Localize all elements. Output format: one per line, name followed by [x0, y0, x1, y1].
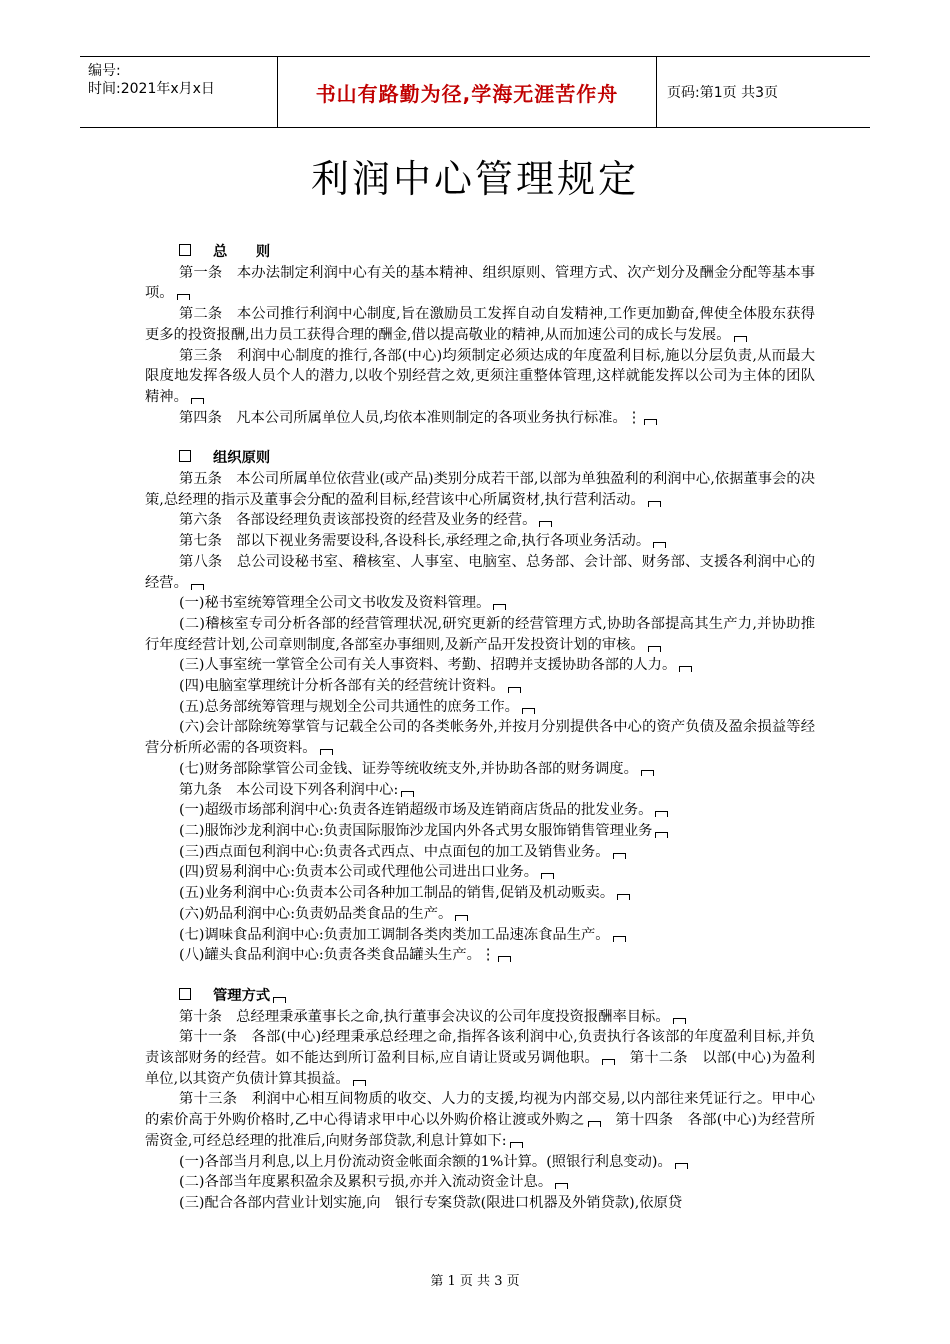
return-mark-icon — [655, 811, 668, 817]
list-item: (七)调味食品利润中心:负责加工调制各类肉类加工品速冻食品生产。 — [145, 925, 815, 946]
return-mark-icon — [641, 770, 654, 776]
return-mark-icon — [734, 336, 747, 342]
return-mark-icon — [602, 1059, 615, 1065]
article-paragraph: 第九条 本公司设下列各利润中心: — [145, 780, 815, 801]
document-body — [145, 242, 815, 1214]
return-mark-icon — [455, 915, 468, 921]
list-item: (六)奶品利润中心:负责奶品类食品的生产。 — [145, 904, 815, 925]
list-item: (三)人事室统一掌管全公司有关人事资料、考勤、招聘并支援协助各部的人力。 — [145, 655, 815, 676]
document-title: 利润中心管理规定 — [310, 157, 639, 201]
list-item: (四)贸易利润中心:负责本公司或代理他公司进出口业务。 — [145, 862, 815, 883]
list-item: (二)稽核室专司分析各部的经营管理状况,研究更新的经营管理方式,协助各部提高其生产力,并协助推行年度经营计划,公司章则制度,各部室办事细则,及新产品开发投资计划的审核。 — [145, 615, 815, 653]
return-mark-icon — [539, 521, 552, 527]
section-heading-management — [145, 986, 815, 1007]
return-mark-icon — [648, 501, 661, 507]
article-paragraph: 第三条 利润中心制度的推行,各部(中心)均须制定必须达成的年度盈利目标,施以分层负责,从而最大限度地发挥各级人员个人的潜力,以收个别经营之效,更须注重整体管理,这样就能发挥以公司为主体的团队精神。 — [145, 347, 815, 405]
return-mark-icon — [613, 936, 626, 942]
list-item: (八)罐头食品利润中心:负责各类食品罐头生产。⋮ — [145, 945, 815, 966]
return-mark-icon — [191, 398, 204, 404]
article-paragraph: 第一条 本办法制定利润中心有关的基本精神、组织原则、管理方式、次产划分及酬金分配等基本事项。 — [145, 264, 815, 302]
header-number-label: 编号: — [88, 63, 121, 79]
article-paragraph: 第七条 部以下视业务需要设科,各设科长,承经理之命,执行各项业务活动。 — [145, 531, 815, 552]
checkbox-square-icon — [179, 988, 191, 1000]
return-mark-icon — [493, 604, 506, 610]
article-paragraph: 第十一条 各部(中心)经理秉承总经理之命,指挥各该利润中心,负责执行各该部的年度盈利目标,并负责该部财务的经营。如不能达到所订盈利目标,应自请让贤或另调他职。 第十二条 以部(中心)为盈利单位,以其资产负债计算其损益。 — [145, 1029, 816, 1087]
section-heading-general — [145, 242, 815, 263]
return-mark-icon — [644, 419, 657, 425]
section-heading-organization — [145, 448, 815, 469]
list-item: (四)电脑室掌理统计分析各部有关的经营统计资料。 — [145, 676, 815, 697]
article-paragraph: 第四条 凡本公司所属单位人员,均依本准则制定的各项业务执行标准。⋮ — [145, 408, 815, 429]
article-paragraph: 第六条 各部设经理负责该部投资的经营及业务的经营。 — [145, 510, 815, 531]
article-paragraph: 第十条 总经理秉承董事长之命,执行董事会决议的公司年度投资报酬率目标。 — [145, 1007, 815, 1028]
return-mark-icon — [401, 791, 414, 797]
return-mark-icon — [613, 853, 626, 859]
return-mark-icon — [679, 666, 692, 672]
return-mark-icon — [320, 749, 333, 755]
list-item: (二)服饰沙龙利润中心:负责国际服饰沙龙国内外各式男女服饰销售管理业务 — [145, 821, 815, 842]
section-heading-text: 管理方式 — [213, 987, 271, 1004]
article-paragraph: 第八条 总公司设秘书室、稽核室、人事室、电脑室、总务部、会计部、财务部、支援各利润中心的经营。 — [145, 553, 815, 591]
return-mark-icon — [555, 1183, 568, 1189]
article-paragraph: 第五条 本公司所属单位依营业(或产品)类别分成若干部,以部为单独盈利的利润中心,依据董事会的决策,总经理的指示及董事会分配的盈利目标,经营该中心所属资材,执行营利活动。 — [145, 471, 815, 508]
return-mark-icon — [655, 832, 668, 838]
section-heading-text: 总 则 — [213, 244, 271, 260]
header-meta — [80, 57, 278, 127]
page-header — [80, 56, 870, 128]
return-mark-icon — [273, 997, 286, 1003]
list-item: (一)超级市场部利润中心:负责各连销超级市场及连销商店货品的批发业务。 — [145, 800, 815, 821]
return-mark-icon — [510, 1142, 523, 1148]
header-time-label: 时间:2021年x月x日 — [88, 81, 215, 97]
header-page-info: 页码:第1页 共3页 — [667, 85, 778, 101]
article-paragraph: 第十三条 利润中心相互间物质的收交、人力的支援,均视为内部交易,以内部往来凭证行之。甲中心的索价高于外购价格时,乙中心得请求甲中心以外购价格让渡或外购之 第十四条 各部(中心)为经营所需资金,可经总经理的批准后,向财务部贷款,利息计算如下: — [145, 1091, 816, 1149]
list-item: (二)各部当年度累积盈余及累积亏损,亦并入流动资金计息。 — [145, 1172, 815, 1193]
header-slogan: 书山有路勤为径,学海无涯苦作舟 — [278, 57, 657, 127]
return-mark-icon — [675, 1163, 688, 1169]
return-mark-icon — [617, 894, 630, 900]
list-item: (三)西点面包利润中心:负责各式西点、中点面包的加工及销售业务。 — [145, 842, 815, 863]
return-mark-icon — [508, 687, 521, 693]
list-item: (五)业务利润中心:负责本公司各种加工制品的销售,促销及机动贩卖。 — [145, 883, 815, 904]
return-mark-icon — [177, 294, 190, 300]
return-mark-icon — [522, 708, 535, 714]
checkbox-square-icon — [179, 450, 191, 462]
list-item: (一)秘书室统筹管理全公司文书收发及资料管理。 — [145, 593, 815, 614]
page-footer: 第 1 页 共 3 页 — [430, 1274, 520, 1289]
checkbox-square-icon — [179, 244, 191, 256]
return-mark-icon — [498, 956, 511, 962]
list-item: (七)财务部除掌管公司金钱、证券等统收统支外,并协助各部的财务调度。 — [145, 759, 815, 780]
article-paragraph: 第二条 本公司推行利润中心制度,旨在激励员工发挥自动自发精神,工作更加勤奋,俾使全体股东获得更多的投资报酬,出力员工获得合理的酬金,借以提高敬业的精神,从而加速公司的成长与发展。 — [145, 306, 815, 343]
return-mark-icon — [353, 1080, 366, 1086]
list-item: (六)会计部除统筹掌管与记载全公司的各类帐务外,并按月分别提供各中心的资产负债及盈余损益等经营分析所必需的各项资料。 — [145, 719, 815, 757]
list-item: (五)总务部统筹管理与规划全公司共通性的庶务工作。 — [145, 697, 815, 718]
return-mark-icon — [648, 646, 661, 652]
return-mark-icon — [541, 873, 554, 879]
return-mark-icon — [673, 1018, 686, 1024]
section-heading-text: 组织原则 — [213, 450, 271, 467]
return-mark-icon — [191, 584, 204, 590]
list-item: (一)各部当月利息,以上月份流动资金帐面余额的1%计算。(照银行利息变动)。 — [145, 1152, 815, 1173]
return-mark-icon — [588, 1121, 601, 1127]
return-mark-icon — [653, 542, 666, 548]
list-item: (三)配合各部内营业计划实施,向 银行专案贷款(限进口机器及外销贷款),依原贷 — [179, 1194, 683, 1211]
